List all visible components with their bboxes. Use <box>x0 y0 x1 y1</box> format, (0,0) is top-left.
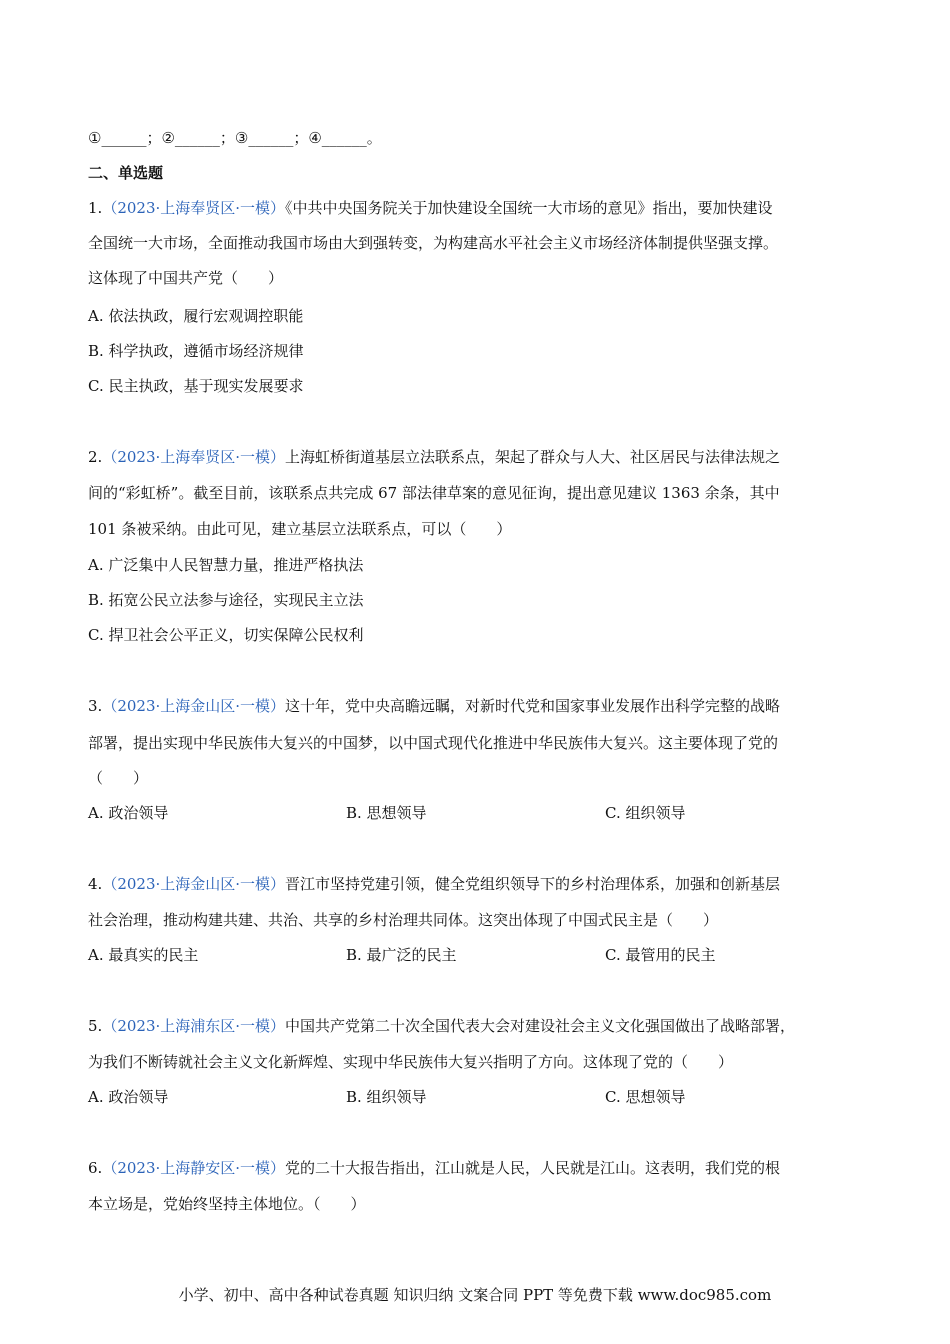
question-2-line-1 <box>88 447 780 467</box>
question-number: 3. <box>88 697 103 715</box>
question-3-option-b: B. 思想领导 <box>346 804 427 822</box>
question-number: 2. <box>88 448 103 466</box>
question-source: （2023·上海奉贤区·一模） <box>102 199 286 217</box>
fill-in-blanks-line: ①______；②______；③______；④______。 <box>88 129 382 147</box>
question-1-line-3: 这体现了中国共产党（ ） <box>88 269 284 287</box>
question-number: 6. <box>88 1159 103 1177</box>
question-4-option-a: A. 最真实的民主 <box>88 946 199 964</box>
question-number: 4. <box>88 875 103 893</box>
question-text: 《中共中央国务院关于加快建设全国统一大市场的意见》指出，要加快建设 <box>285 199 773 217</box>
question-number: 1. <box>88 199 103 217</box>
question-2-option-a: A. 广泛集中人民智慧力量，推进严格执法 <box>88 556 364 574</box>
question-source: （2023·上海奉贤区·一模） <box>102 448 286 466</box>
question-source: （2023·上海金山区·一模） <box>102 875 286 893</box>
question-6-line-2: 本立场是，党始终坚持主体地位。（ ） <box>88 1195 366 1213</box>
question-4-option-b: B. 最广泛的民主 <box>346 946 457 964</box>
question-text: 党的二十大报告指出，江山就是人民，人民就是江山。这表明，我们党的根 <box>285 1159 781 1177</box>
question-3-line-2: 部署，提出实现中华民族伟大复兴的中国梦，以中国式现代化推进中华民族伟大复兴。这主要体现了党的 <box>88 734 779 752</box>
question-text: 中国共产党第二十次全国代表大会对建设社会主义文化强国做出了战略部署， <box>285 1017 796 1035</box>
question-source: （2023·上海静安区·一模） <box>102 1159 286 1177</box>
question-source: （2023·上海浦东区·一模） <box>102 1017 286 1035</box>
question-1-line-2: 全国统一大市场，全面推动我国市场由大到强转变，为构建高水平社会主义市场经济体制提供坚强支撑。 <box>88 234 779 252</box>
question-5-line-2: 为我们不断铸就社会主义文化新辉煌、实现中华民族伟大复兴指明了方向。这体现了党的（ ） <box>88 1053 734 1071</box>
question-3-option-c: C. 组织领导 <box>605 804 686 822</box>
question-1-option-b: B. 科学执政，遵循市场经济规律 <box>88 342 304 360</box>
question-1-option-a: A. 依法执政，履行宏观调控职能 <box>88 307 304 325</box>
question-source: （2023·上海金山区·一模） <box>102 697 286 715</box>
question-4-line-2: 社会治理，推动构建共建、共治、共享的乡村治理共同体。这突出体现了中国式民主是（ ） <box>88 911 719 929</box>
question-3-line-3: （ ） <box>88 769 149 787</box>
question-2-option-b: B. 拓宽公民立法参与途径，实现民主立法 <box>88 591 364 609</box>
question-3-line-1 <box>88 696 780 716</box>
question-4-option-c: C. 最管用的民主 <box>605 946 716 964</box>
question-1-line-1 <box>88 198 773 218</box>
question-number: 5. <box>88 1017 103 1035</box>
question-text: 这十年，党中央高瞻远瞩，对新时代党和国家事业发展作出科学完整的战略 <box>285 697 781 715</box>
section-heading: 二、单选题 <box>88 164 164 182</box>
question-text: 晋江市坚持党建引领，健全党组织领导下的乡村治理体系，加强和创新基层 <box>285 875 781 893</box>
question-5-option-c: C. 思想领导 <box>605 1088 686 1106</box>
question-5-line-1 <box>88 1016 795 1036</box>
question-3-option-a: A. 政治领导 <box>88 804 169 822</box>
question-4-line-1 <box>88 874 780 894</box>
question-1-option-c: C. 民主执政，基于现实发展要求 <box>88 377 304 395</box>
question-6-line-1 <box>88 1158 780 1178</box>
question-5-option-b: B. 组织领导 <box>346 1088 427 1106</box>
question-text: 上海虹桥街道基层立法联系点，架起了群众与人大、社区居民与法律法规之 <box>285 448 781 466</box>
question-2-line-3: 101 条被采纳。由此可见，建立基层立法联系点，可以（ ） <box>88 520 512 538</box>
page-footer: 小学、初中、高中各种试卷真题 知识归纳 文案合同 PPT 等免费下载 www.doc985.com <box>178 1286 772 1304</box>
question-2-line-2: 间的“彩虹桥”。截至目前，该联系点共完成 67 部法律草案的意见征询，提出意见建议 1363 余条，其中 <box>88 484 780 502</box>
question-2-option-c: C. 捍卫社会公平正义，切实保障公民权利 <box>88 626 364 644</box>
question-5-option-a: A. 政治领导 <box>88 1088 169 1106</box>
